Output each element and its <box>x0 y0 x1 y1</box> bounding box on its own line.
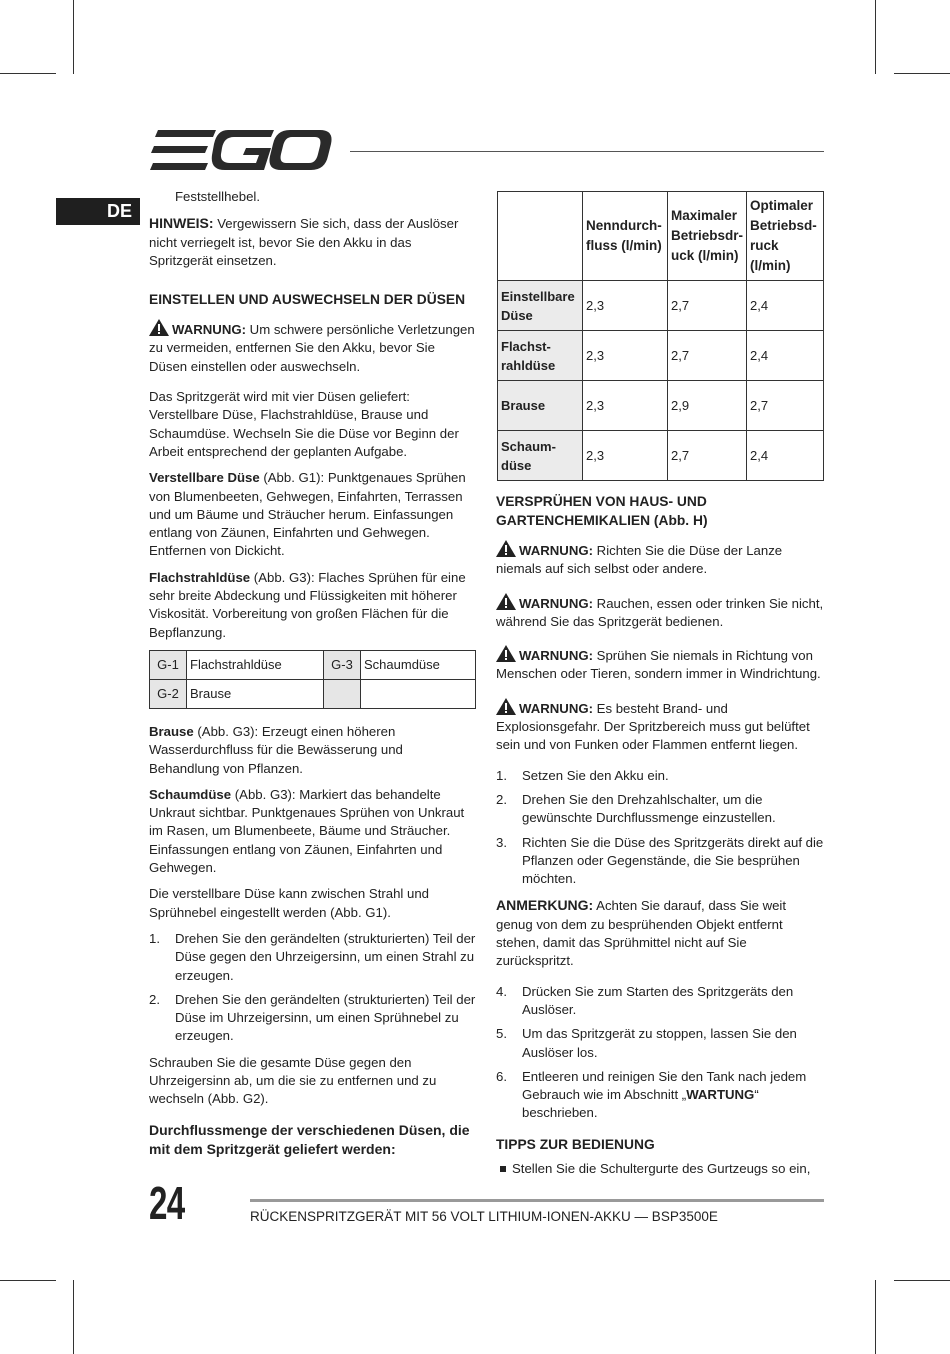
table-cell: 2,4 <box>747 431 824 481</box>
table-cell: 2,3 <box>583 331 668 381</box>
note-text: Achten Sie darauf, dass Sie weit genug von dem zu besprühenden Objekt entfernt stehen, damit das Sprühmittel nicht auf Sie zurückspritzt. <box>496 898 787 969</box>
section-heading: Durchflussmenge der verschiedenen Düsen, die mit dem Spritzgerät geliefert werden: <box>149 1121 470 1157</box>
term-label: Brause <box>149 723 194 739</box>
warning-paragraph <box>496 698 824 755</box>
list-text: Drehen Sie den gerändelten (strukturierten) Teil der Düse gegen den Uhrzeigersinn, um einen Strahl zu erzeugen. <box>175 930 476 983</box>
paragraph: Die verstellbare Düse kann zwischen Strahl und Sprühnebel eingestellt werden (Abb. G1). <box>149 886 430 920</box>
left-column <box>149 188 476 1169</box>
table-cell: 2,9 <box>668 381 747 431</box>
crop-mark <box>0 1280 56 1281</box>
note-paragraph <box>496 896 824 970</box>
numbered-list <box>496 983 824 1123</box>
table-row <box>498 281 824 331</box>
bullet-list <box>496 1160 824 1178</box>
list-text: “ beschrieben. <box>522 1087 759 1121</box>
table-row-header: Schaum-düse <box>498 431 583 481</box>
crop-mark <box>73 1280 74 1354</box>
table-cell: 2,4 <box>747 281 824 331</box>
table-cell: 2,3 <box>583 431 668 481</box>
warning-text: Es besteht Brand- und Explosionsgefahr. Der Spritzbereich muss gut belüftet sein und von Funken oder Flammen entfernt liegen. <box>496 700 810 753</box>
table-row <box>498 381 824 431</box>
flow-rate-table <box>497 191 824 481</box>
table-cell: 2,4 <box>747 331 824 381</box>
warning-label: WARNUNG: <box>519 648 593 664</box>
table-row-header: Brause <box>498 381 583 431</box>
crop-mark <box>73 0 74 74</box>
list-item <box>496 983 824 1020</box>
section-heading: TIPPS ZUR BEDIENUNG <box>496 1136 655 1152</box>
warning-paragraph <box>496 593 824 632</box>
table-cell: 2,7 <box>747 381 824 431</box>
list-number: 3. <box>496 834 507 850</box>
warning-icon <box>496 593 516 610</box>
paragraph: Feststellhebel. <box>175 189 261 204</box>
term-text: (Abb. G3): Erzeugt einen höheren Wasserdurchfluss für die Bewässerung und Behandlung von Pflanzen. <box>149 723 403 776</box>
list-text: Setzen Sie den Akku ein. <box>522 767 669 783</box>
note-text: Vergewissern Sie sich, dass der Auslöser nicht verriegelt ist, bevor Sie den Akku in das Spritzgerät einsetzen. <box>149 216 459 268</box>
page-number: 24 <box>149 1177 185 1229</box>
bullet-square-icon <box>500 1166 506 1172</box>
paragraph: Schrauben Sie die gesamte Düse gegen den Uhrzeigersinn ab, um die sie zu entfernen und zu wechseln (Abb. G2). <box>149 1054 437 1107</box>
list-number: 6. <box>496 1068 507 1084</box>
warning-icon <box>149 319 169 336</box>
table-cell: Schaumdüse <box>361 650 476 679</box>
note-label: HINWEIS: <box>149 215 214 232</box>
warning-text: Um schwere persönliche Verletzungen zu vermeiden, entfernen Sie den Akku, bevor Sie Düsen einstellen oder auswechseln. <box>149 322 475 374</box>
term-label: Schaumdüse <box>149 786 232 802</box>
table-cell: G-3 <box>324 650 361 679</box>
table-cell: 2,3 <box>583 381 668 431</box>
warning-text: Richten Sie die Düse der Lanze niemals auf sich selbst oder andere. <box>496 543 783 577</box>
table-header-cell <box>498 192 583 281</box>
warning-icon <box>496 698 516 715</box>
numbered-list <box>496 767 824 889</box>
table-row <box>150 679 476 708</box>
warning-icon <box>496 540 516 557</box>
list-text: Drücken Sie zum Starten des Spritzgeräts den Auslöser. <box>522 983 794 1017</box>
warning-paragraph <box>496 645 824 684</box>
nozzle-legend-table <box>149 650 476 709</box>
section-heading: EINSTELLEN UND AUSWECHSELN DER DÜSEN <box>149 292 466 308</box>
right-column <box>496 492 824 1178</box>
paragraph <box>149 723 476 778</box>
term-text: (Abb. G3): Flaches Sprühen für eine sehr breite Abdeckung und Flüssigkeiten mit höherer Viskosität. Vorbereitung von großen Flächen für die Bepflanzung. <box>149 569 466 640</box>
table-header-row <box>498 192 824 281</box>
warning-paragraph <box>149 319 476 376</box>
table-row <box>498 331 824 381</box>
list-item <box>149 991 476 1046</box>
warning-text: Sprühen Sie niemals in Richtung von Menschen oder Tieren, sondern immer in Windrichtung. <box>496 648 821 682</box>
crop-mark <box>0 73 56 74</box>
warning-icon <box>496 645 516 662</box>
warning-paragraph <box>496 540 824 579</box>
list-text: Drehen Sie den Drehzahlschalter, um die gewünschte Durchflussmenge einzustellen. <box>522 791 776 826</box>
list-item <box>496 1160 824 1178</box>
term-label: Verstellbare Düse <box>149 470 260 486</box>
table-cell: G-2 <box>150 679 187 708</box>
ego-logo <box>150 128 332 172</box>
list-number: 4. <box>496 983 507 999</box>
table-cell <box>361 679 476 708</box>
table-header-cell: Nenndurch-fluss (l/min) <box>583 192 668 281</box>
list-text: Drehen Sie den gerändelten (strukturierten) Teil der Düse im Uhrzeigersinn, um einen Sprühnebel zu erzeugen. <box>175 991 476 1044</box>
table-header-cell: Optimaler Betriebsd-ruck (l/min) <box>747 192 824 281</box>
table-row-header: Flachst-rahldüse <box>498 331 583 381</box>
list-text: Um das Spritzgerät zu stoppen, lassen Sie den Auslöser los. <box>522 1026 797 1060</box>
table-cell: 2,7 <box>668 281 747 331</box>
crop-mark <box>894 73 950 74</box>
section-heading: VERSPRÜHEN VON HAUS- UND GARTENCHEMIKALIEN (Abb. H) <box>496 494 708 528</box>
list-text: Richten Sie die Düse des Spritzgeräts direkt auf die Pflanzen oder Gegenstände, die Sie besprühen möchten. <box>522 834 824 887</box>
crop-mark <box>875 1280 876 1354</box>
term-label: Flachstrahldüse <box>149 569 251 585</box>
list-item <box>496 1068 824 1123</box>
table-cell: G-1 <box>150 650 187 679</box>
warning-label: WARNUNG: <box>519 595 593 611</box>
list-item <box>496 834 824 889</box>
footer-text: RÜCKENSPRITZGERÄT MIT 56 VOLT LITHIUM-IONEN-AKKU — BSP3500E <box>250 1209 718 1224</box>
list-number: 2. <box>149 991 160 1007</box>
table-row <box>498 431 824 481</box>
list-number: 5. <box>496 1026 507 1042</box>
table-cell: 2,7 <box>668 431 747 481</box>
warning-label: WARNUNG: <box>172 322 246 338</box>
table-row <box>150 650 476 679</box>
list-number: 1. <box>496 767 507 783</box>
term-text: (Abb. G3): Markiert das behandelte Unkraut sichtbar. Punktgenaues Sprühen von Unkraut im Rasen, um Blumenbeete, Bäume und Sträucher. Einfassungen entlang von Zäunen, Einfahrten und Gehwegen. <box>149 786 465 876</box>
list-item <box>149 930 476 985</box>
table-cell: 2,3 <box>583 281 668 331</box>
list-number: 2. <box>496 791 507 807</box>
header-rule <box>350 151 824 152</box>
paragraph: Das Spritzgerät wird mit vier Düsen geliefert: Verstellbare Düse, Flachstrahldüse, Brause und Schaumdüse. Wechseln Sie die Düse vor Beginn der Arbeit entsprechend der geplanten Aufgabe. <box>149 389 459 459</box>
table-row-header: Einstellbare Düse <box>498 281 583 331</box>
list-item <box>496 791 824 828</box>
term-text: (Abb. G1): Punktgenaues Sprühen von Blumenbeeten, Gehwegen, Einfahrten, Terrassen und um Bäume und Sträucher herum. Einfassungen entlang von Zäunen, Einfahrten und Gehwegen. Entfernen von Dickicht. <box>149 470 466 559</box>
list-item <box>496 767 824 785</box>
list-number: 1. <box>149 930 160 946</box>
crop-mark <box>875 0 876 74</box>
warning-text: Rauchen, essen oder trinken Sie nicht, während Sie das Spritzgerät bedienen. <box>496 595 824 629</box>
table-cell: Brause <box>187 679 324 708</box>
list-text: Entleeren und reinigen Sie den Tank nach jedem Gebrauch wie im Abschnitt „ <box>522 1068 807 1103</box>
paragraph <box>149 469 476 560</box>
numbered-list <box>149 930 476 1046</box>
note-label: ANMERKUNG: <box>496 897 594 914</box>
table-cell <box>324 679 361 708</box>
paragraph <box>149 786 476 877</box>
warning-label: WARNUNG: <box>519 543 593 558</box>
table-cell: 2,7 <box>668 331 747 381</box>
warning-label: WARNUNG: <box>519 700 593 716</box>
table-cell: Flachstrahldüse <box>187 650 324 679</box>
note-paragraph <box>149 214 476 270</box>
crop-mark <box>894 1280 950 1281</box>
list-text-bold: WARTUNG <box>686 1087 755 1103</box>
table-header-cell: Maximaler Betriebsdr-uck (l/min) <box>668 192 747 281</box>
language-tab: DE <box>56 198 140 225</box>
list-item <box>496 1025 824 1062</box>
footer-rule <box>250 1199 824 1202</box>
list-text: Stellen Sie die Schultergurte des Gurtzeugs so ein, <box>512 1160 811 1176</box>
paragraph <box>149 569 476 642</box>
